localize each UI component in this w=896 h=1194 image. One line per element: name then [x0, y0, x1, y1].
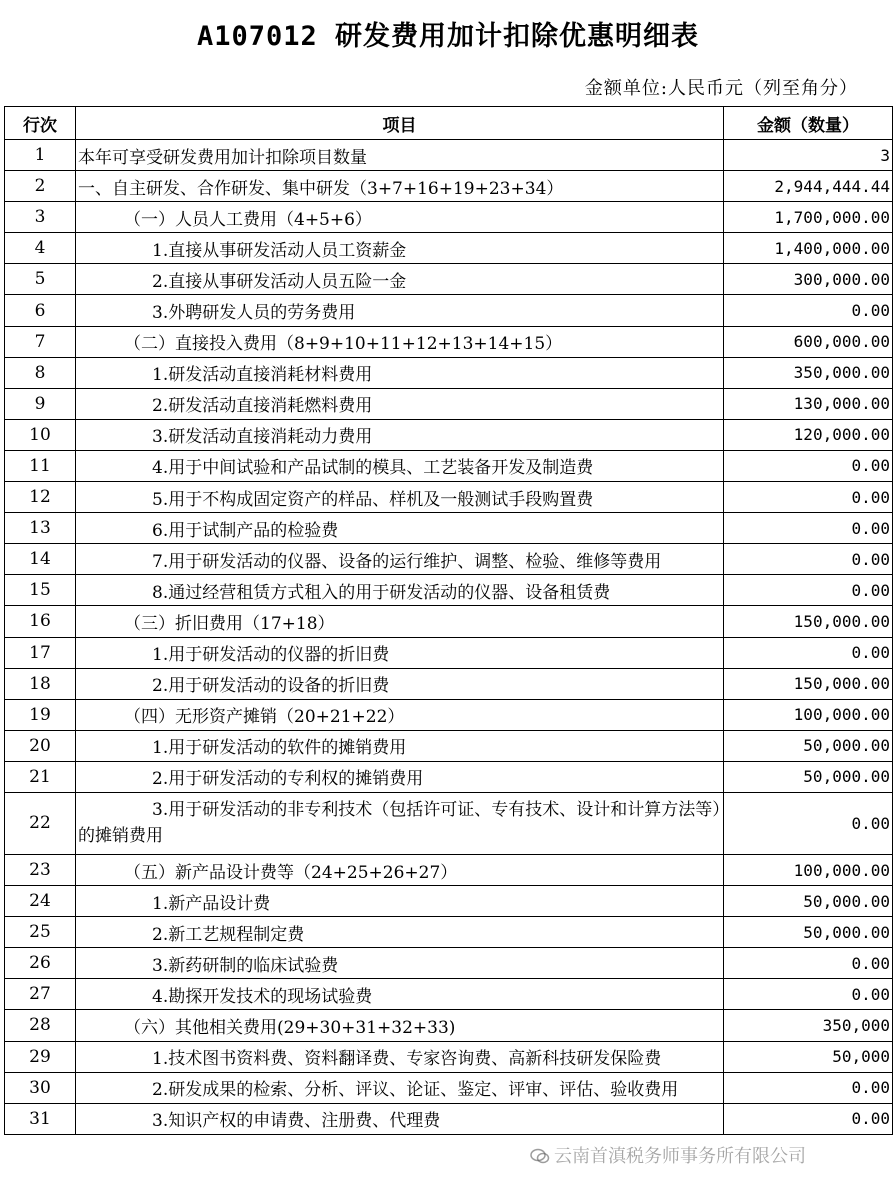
row-number: 28	[5, 1010, 76, 1041]
row-item: （三）折旧费用（17+18）	[76, 606, 724, 637]
row-amount: 50,000.00	[724, 917, 893, 948]
row-number: 29	[5, 1041, 76, 1072]
row-amount: 100,000.00	[724, 854, 893, 885]
row-number: 1	[5, 140, 76, 171]
row-item: （一）人员人工费用（4+5+6）	[76, 202, 724, 233]
table-row	[5, 202, 893, 233]
row-number: 25	[5, 917, 76, 948]
table-header-row	[5, 107, 893, 140]
row-number: 15	[5, 575, 76, 606]
table-row	[5, 1010, 893, 1041]
table-row	[5, 1072, 893, 1103]
row-item: 5.用于不构成固定资产的样品、样机及一般测试手段购置费	[76, 482, 724, 513]
row-number: 3	[5, 202, 76, 233]
row-amount: 0.00	[724, 544, 893, 575]
table-row	[5, 668, 893, 699]
table-row	[5, 730, 893, 761]
table-row	[5, 699, 893, 730]
row-amount: 50,000	[724, 1041, 893, 1072]
wechat-icon	[530, 1148, 550, 1164]
row-item: 6.用于试制产品的检验费	[76, 513, 724, 544]
row-amount: 0.00	[724, 948, 893, 979]
table-row	[5, 575, 893, 606]
row-item: 2.研发活动直接消耗燃料费用	[76, 388, 724, 419]
row-number: 5	[5, 264, 76, 295]
row-amount: 100,000.00	[724, 699, 893, 730]
row-amount: 0.00	[724, 792, 893, 854]
row-amount: 1,400,000.00	[724, 233, 893, 264]
row-number: 20	[5, 730, 76, 761]
row-item: 2.研发成果的检索、分析、评议、论证、鉴定、评审、评估、验收费用	[76, 1072, 724, 1103]
row-item: 2.用于研发活动的专利权的摊销费用	[76, 761, 724, 792]
table-row	[5, 482, 893, 513]
table-row	[5, 544, 893, 575]
row-amount: 0.00	[724, 295, 893, 326]
row-amount: 130,000.00	[724, 388, 893, 419]
watermark-text: 云南首滇税务师事务所有限公司	[554, 1146, 806, 1167]
table-row	[5, 1041, 893, 1072]
table-row	[5, 513, 893, 544]
row-amount: 0.00	[724, 450, 893, 481]
row-number: 6	[5, 295, 76, 326]
header-row-number: 行次	[5, 107, 76, 140]
row-number: 10	[5, 419, 76, 450]
deduction-detail-table	[4, 106, 893, 1135]
table-row	[5, 264, 893, 295]
row-amount: 0.00	[724, 637, 893, 668]
row-item: 3.知识产权的申请费、注册费、代理费	[76, 1103, 724, 1134]
row-item: 1.新产品设计费	[76, 886, 724, 917]
row-item: 1.直接从事研发活动人员工资薪金	[76, 233, 724, 264]
row-number: 18	[5, 668, 76, 699]
table-row	[5, 761, 893, 792]
row-amount: 350,000	[724, 1010, 893, 1041]
row-number: 9	[5, 388, 76, 419]
table-row	[5, 948, 893, 979]
row-number: 24	[5, 886, 76, 917]
row-amount: 0.00	[724, 513, 893, 544]
table-row	[5, 1103, 893, 1134]
row-item: 4.勘探开发技术的现场试验费	[76, 979, 724, 1010]
row-number: 26	[5, 948, 76, 979]
row-number: 19	[5, 699, 76, 730]
row-number: 23	[5, 854, 76, 885]
row-amount: 120,000.00	[724, 419, 893, 450]
row-item: 1.用于研发活动的仪器的折旧费	[76, 637, 724, 668]
row-number: 14	[5, 544, 76, 575]
row-number: 2	[5, 171, 76, 202]
row-amount: 600,000.00	[724, 326, 893, 357]
table-row	[5, 388, 893, 419]
currency-unit-note: 金额单位:人民币元（列至角分）	[584, 78, 858, 99]
row-amount: 0.00	[724, 482, 893, 513]
row-amount: 0.00	[724, 575, 893, 606]
table-row	[5, 886, 893, 917]
row-number: 22	[5, 792, 76, 854]
table-body	[5, 140, 893, 1135]
row-item: 本年可享受研发费用加计扣除项目数量	[76, 140, 724, 171]
row-item: 2.新工艺规程制定费	[76, 917, 724, 948]
table-row	[5, 295, 893, 326]
row-item: 一、自主研发、合作研发、集中研发（3+7+16+19+23+34）	[76, 171, 724, 202]
table-row	[5, 792, 893, 854]
row-amount: 300,000.00	[724, 264, 893, 295]
row-item: （四）无形资产摊销（20+21+22）	[76, 699, 724, 730]
row-item: 2.用于研发活动的设备的折旧费	[76, 668, 724, 699]
table-row	[5, 233, 893, 264]
row-number: 7	[5, 326, 76, 357]
row-item: 2.直接从事研发活动人员五险一金	[76, 264, 724, 295]
row-amount: 3	[724, 140, 893, 171]
row-number: 4	[5, 233, 76, 264]
table-row	[5, 637, 893, 668]
row-item: 4.用于中间试验和产品试制的模具、工艺装备开发及制造费	[76, 450, 724, 481]
row-item: 3.外聘研发人员的劳务费用	[76, 295, 724, 326]
page-title: A107012 研发费用加计扣除优惠明细表	[196, 21, 700, 52]
row-number: 13	[5, 513, 76, 544]
table-row	[5, 140, 893, 171]
row-amount: 50,000.00	[724, 886, 893, 917]
header-item: 项目	[76, 107, 724, 140]
table-row	[5, 917, 893, 948]
row-item: （五）新产品设计费等（24+25+26+27）	[76, 854, 724, 885]
row-item: 3.用于研发活动的非专利技术（包括许可证、专有技术、设计和计算方法等）的摊销费用	[76, 792, 724, 854]
table-row	[5, 419, 893, 450]
row-number: 17	[5, 637, 76, 668]
row-amount: 0.00	[724, 1103, 893, 1134]
row-number: 31	[5, 1103, 76, 1134]
row-amount: 0.00	[724, 979, 893, 1010]
row-amount: 2,944,444.44	[724, 171, 893, 202]
table-row	[5, 171, 893, 202]
table-row	[5, 979, 893, 1010]
row-item: 1.研发活动直接消耗材料费用	[76, 357, 724, 388]
table-row	[5, 606, 893, 637]
row-item: 3.研发活动直接消耗动力费用	[76, 419, 724, 450]
row-amount: 350,000.00	[724, 357, 893, 388]
row-number: 21	[5, 761, 76, 792]
row-item: （二）直接投入费用（8+9+10+11+12+13+14+15）	[76, 326, 724, 357]
row-item: 1.技术图书资料费、资料翻译费、专家咨询费、高新科技研发保险费	[76, 1041, 724, 1072]
row-item: 8.通过经营租赁方式租入的用于研发活动的仪器、设备租赁费	[76, 575, 724, 606]
row-item: （六）其他相关费用(29+30+31+32+33)	[76, 1010, 724, 1041]
row-amount: 50,000.00	[724, 761, 893, 792]
row-amount: 0.00	[724, 1072, 893, 1103]
row-amount: 150,000.00	[724, 668, 893, 699]
row-number: 8	[5, 357, 76, 388]
table-row	[5, 326, 893, 357]
header-amount: 金额（数量）	[724, 107, 893, 140]
row-item: 3.新药研制的临床试验费	[76, 948, 724, 979]
row-number: 11	[5, 450, 76, 481]
table-row	[5, 450, 893, 481]
row-number: 27	[5, 979, 76, 1010]
row-amount: 50,000.00	[724, 730, 893, 761]
row-number: 30	[5, 1072, 76, 1103]
row-number: 16	[5, 606, 76, 637]
row-number: 12	[5, 482, 76, 513]
table-row	[5, 854, 893, 885]
watermark	[530, 1142, 806, 1168]
table-row	[5, 357, 893, 388]
row-item: 7.用于研发活动的仪器、设备的运行维护、调整、检验、维修等费用	[76, 544, 724, 575]
row-item: 1.用于研发活动的软件的摊销费用	[76, 730, 724, 761]
row-amount: 1,700,000.00	[724, 202, 893, 233]
row-amount: 150,000.00	[724, 606, 893, 637]
